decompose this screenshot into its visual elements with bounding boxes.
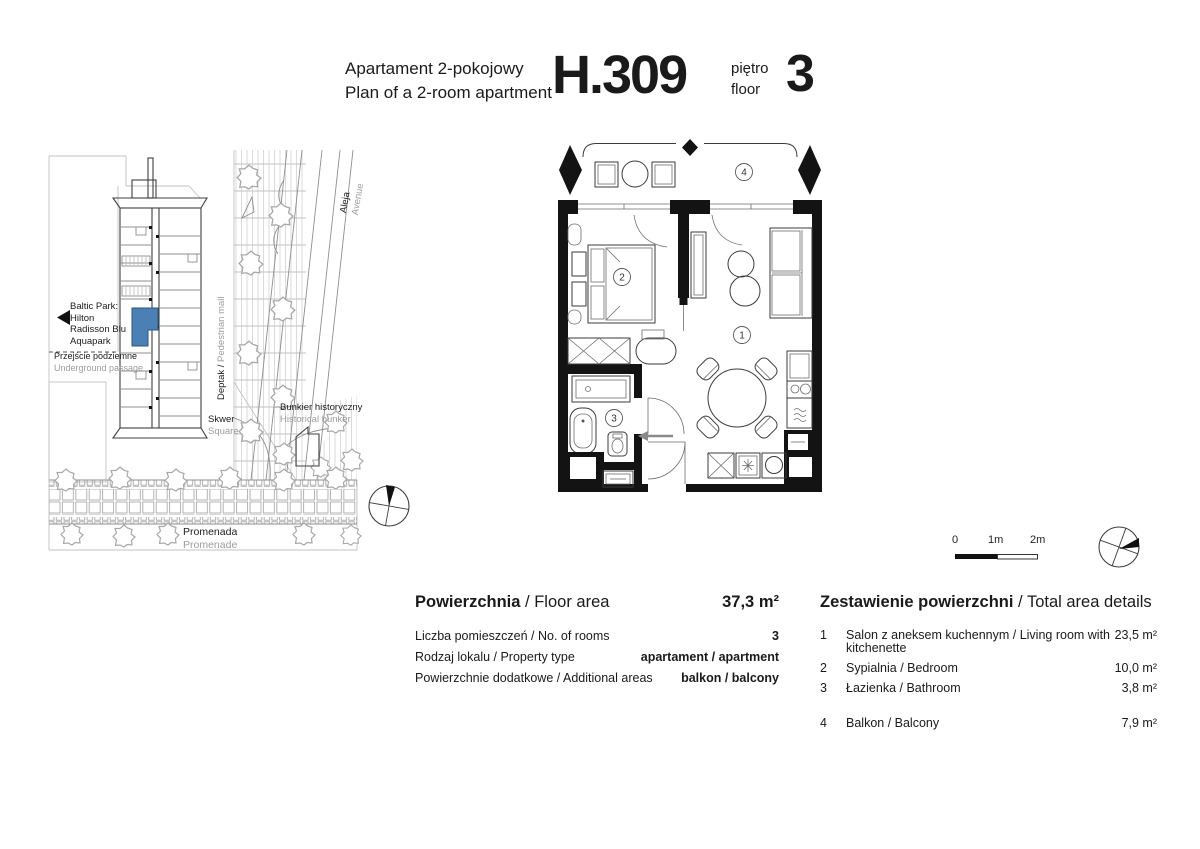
row-number: 1 xyxy=(820,628,827,642)
room-number-4: 4 xyxy=(741,167,747,179)
entry-door-swing xyxy=(648,442,685,479)
radiator xyxy=(568,310,581,324)
bathroom-door-swing xyxy=(648,398,684,434)
room-number-3: 3 xyxy=(611,413,617,425)
floor-plan xyxy=(558,134,822,492)
row-number: 2 xyxy=(820,661,827,675)
scale-bar xyxy=(948,530,1052,564)
row-number: 3 xyxy=(820,681,827,695)
table-row xyxy=(820,717,1157,730)
pedestrian-mall-label: Deptak / Pedestrian mall xyxy=(216,296,227,400)
row-label: Łazienka / Bathroom xyxy=(846,681,961,695)
row-label: Sypialnia / Bedroom xyxy=(846,661,958,675)
walls xyxy=(558,200,822,492)
entry xyxy=(638,431,685,479)
row-value: 10,0 m² xyxy=(1114,661,1157,675)
bathroom xyxy=(558,376,684,487)
baltic-park-arrow-icon xyxy=(57,310,70,325)
radiator xyxy=(568,224,581,245)
floor-number: 3 xyxy=(786,45,815,103)
row-number: 4 xyxy=(820,716,827,730)
row-label: Salon z aneksem kuchennym / Living room with kitchenette xyxy=(846,628,1111,655)
unit-number: H.309 xyxy=(552,45,687,105)
floor-word-en: floor xyxy=(731,81,761,98)
floor-area-rows xyxy=(415,629,779,685)
row-value: balkon / balcony xyxy=(681,671,779,685)
row-value: 7,9 m² xyxy=(1121,716,1157,730)
scale-0: 0 xyxy=(952,534,959,546)
console xyxy=(636,330,676,364)
sofa xyxy=(770,228,812,318)
table-row xyxy=(820,682,1157,695)
scale-2m: 2m xyxy=(1030,534,1046,546)
tv-cabinet xyxy=(691,232,706,298)
avenue-label: Aleja Avenue xyxy=(338,182,366,216)
title-polish: Apartament 2-pokojowy xyxy=(345,59,524,78)
row-value: apartament / apartment xyxy=(640,650,779,664)
table-row xyxy=(820,662,1157,675)
floor-area-header: Powierzchnia / Floor area 37,3 m² xyxy=(415,593,779,611)
shaft xyxy=(570,457,596,479)
row-value: 3 xyxy=(772,629,779,643)
kitchen-counter xyxy=(708,453,786,478)
area-details-table xyxy=(820,592,1157,737)
area-details-rows xyxy=(820,629,1157,730)
underground-passage-label: Przejście podziemne Underground passage xyxy=(54,351,144,373)
nightstand xyxy=(572,282,586,306)
row-label: Balkon / Balcony xyxy=(846,716,940,730)
details-title-pl: Zestawienie powierzchni xyxy=(820,593,1014,611)
living-room xyxy=(691,215,822,492)
balcony-door-swing xyxy=(634,215,667,247)
row-label: Liczba pomieszczeń / No. of rooms xyxy=(415,629,610,643)
balcony xyxy=(559,139,821,195)
square-label: Skwer Square xyxy=(208,414,239,437)
bedroom xyxy=(568,215,676,364)
room-number-1: 1 xyxy=(739,330,745,342)
page-title xyxy=(345,57,552,105)
row-label: Powierzchnie dodatkowe / Additional areas xyxy=(415,671,653,685)
nightstand xyxy=(572,252,586,276)
row-value: 3,8 m² xyxy=(1121,681,1157,695)
compass-icon-site xyxy=(367,477,413,531)
bathtub xyxy=(570,408,596,454)
scale-1m: 1m xyxy=(988,534,1004,546)
floor-area-table xyxy=(415,592,779,692)
promenade-label: Promenada Promenade xyxy=(183,526,238,551)
room-number-2: 2 xyxy=(619,272,625,284)
site-plan xyxy=(48,150,368,556)
highlighted-unit xyxy=(132,308,158,346)
wardrobe xyxy=(568,338,630,364)
floor-area-title-pl: Powierzchnia xyxy=(415,593,521,611)
hob-icon xyxy=(742,459,754,472)
title-english: Plan of a 2-room apartment xyxy=(345,83,552,102)
row-value: 23,5 m² xyxy=(1114,628,1157,642)
floor-area-title-en: Floor area xyxy=(534,593,610,611)
baltic-park-label: Baltic Park: Hilton Radisson Blu Aquapark xyxy=(70,301,126,347)
table-row xyxy=(415,650,779,664)
row-label: Rodzaj lokalu / Property type xyxy=(415,650,575,664)
table-row xyxy=(415,629,779,643)
balcony-door-swing xyxy=(712,215,742,245)
table-row xyxy=(415,671,779,685)
toilet xyxy=(608,432,627,456)
bunker-label: Bunkier historyczny Historical bunker xyxy=(280,402,363,425)
floor-label xyxy=(731,58,769,100)
dining-table xyxy=(694,355,779,440)
sink xyxy=(766,457,783,474)
details-title-en: Total area details xyxy=(1026,593,1152,611)
coffee-table xyxy=(730,276,760,306)
total-floor-area: 37,3 m² xyxy=(722,593,779,611)
table-row xyxy=(820,629,1157,655)
compass-icon-plan xyxy=(1096,524,1142,570)
floor-word-pl: piętro xyxy=(731,60,769,77)
coffee-table xyxy=(728,251,754,277)
area-details-header: Zestawienie powierzchni / Total area details xyxy=(820,593,1152,611)
building-footprint xyxy=(113,158,207,438)
shower xyxy=(572,376,630,402)
